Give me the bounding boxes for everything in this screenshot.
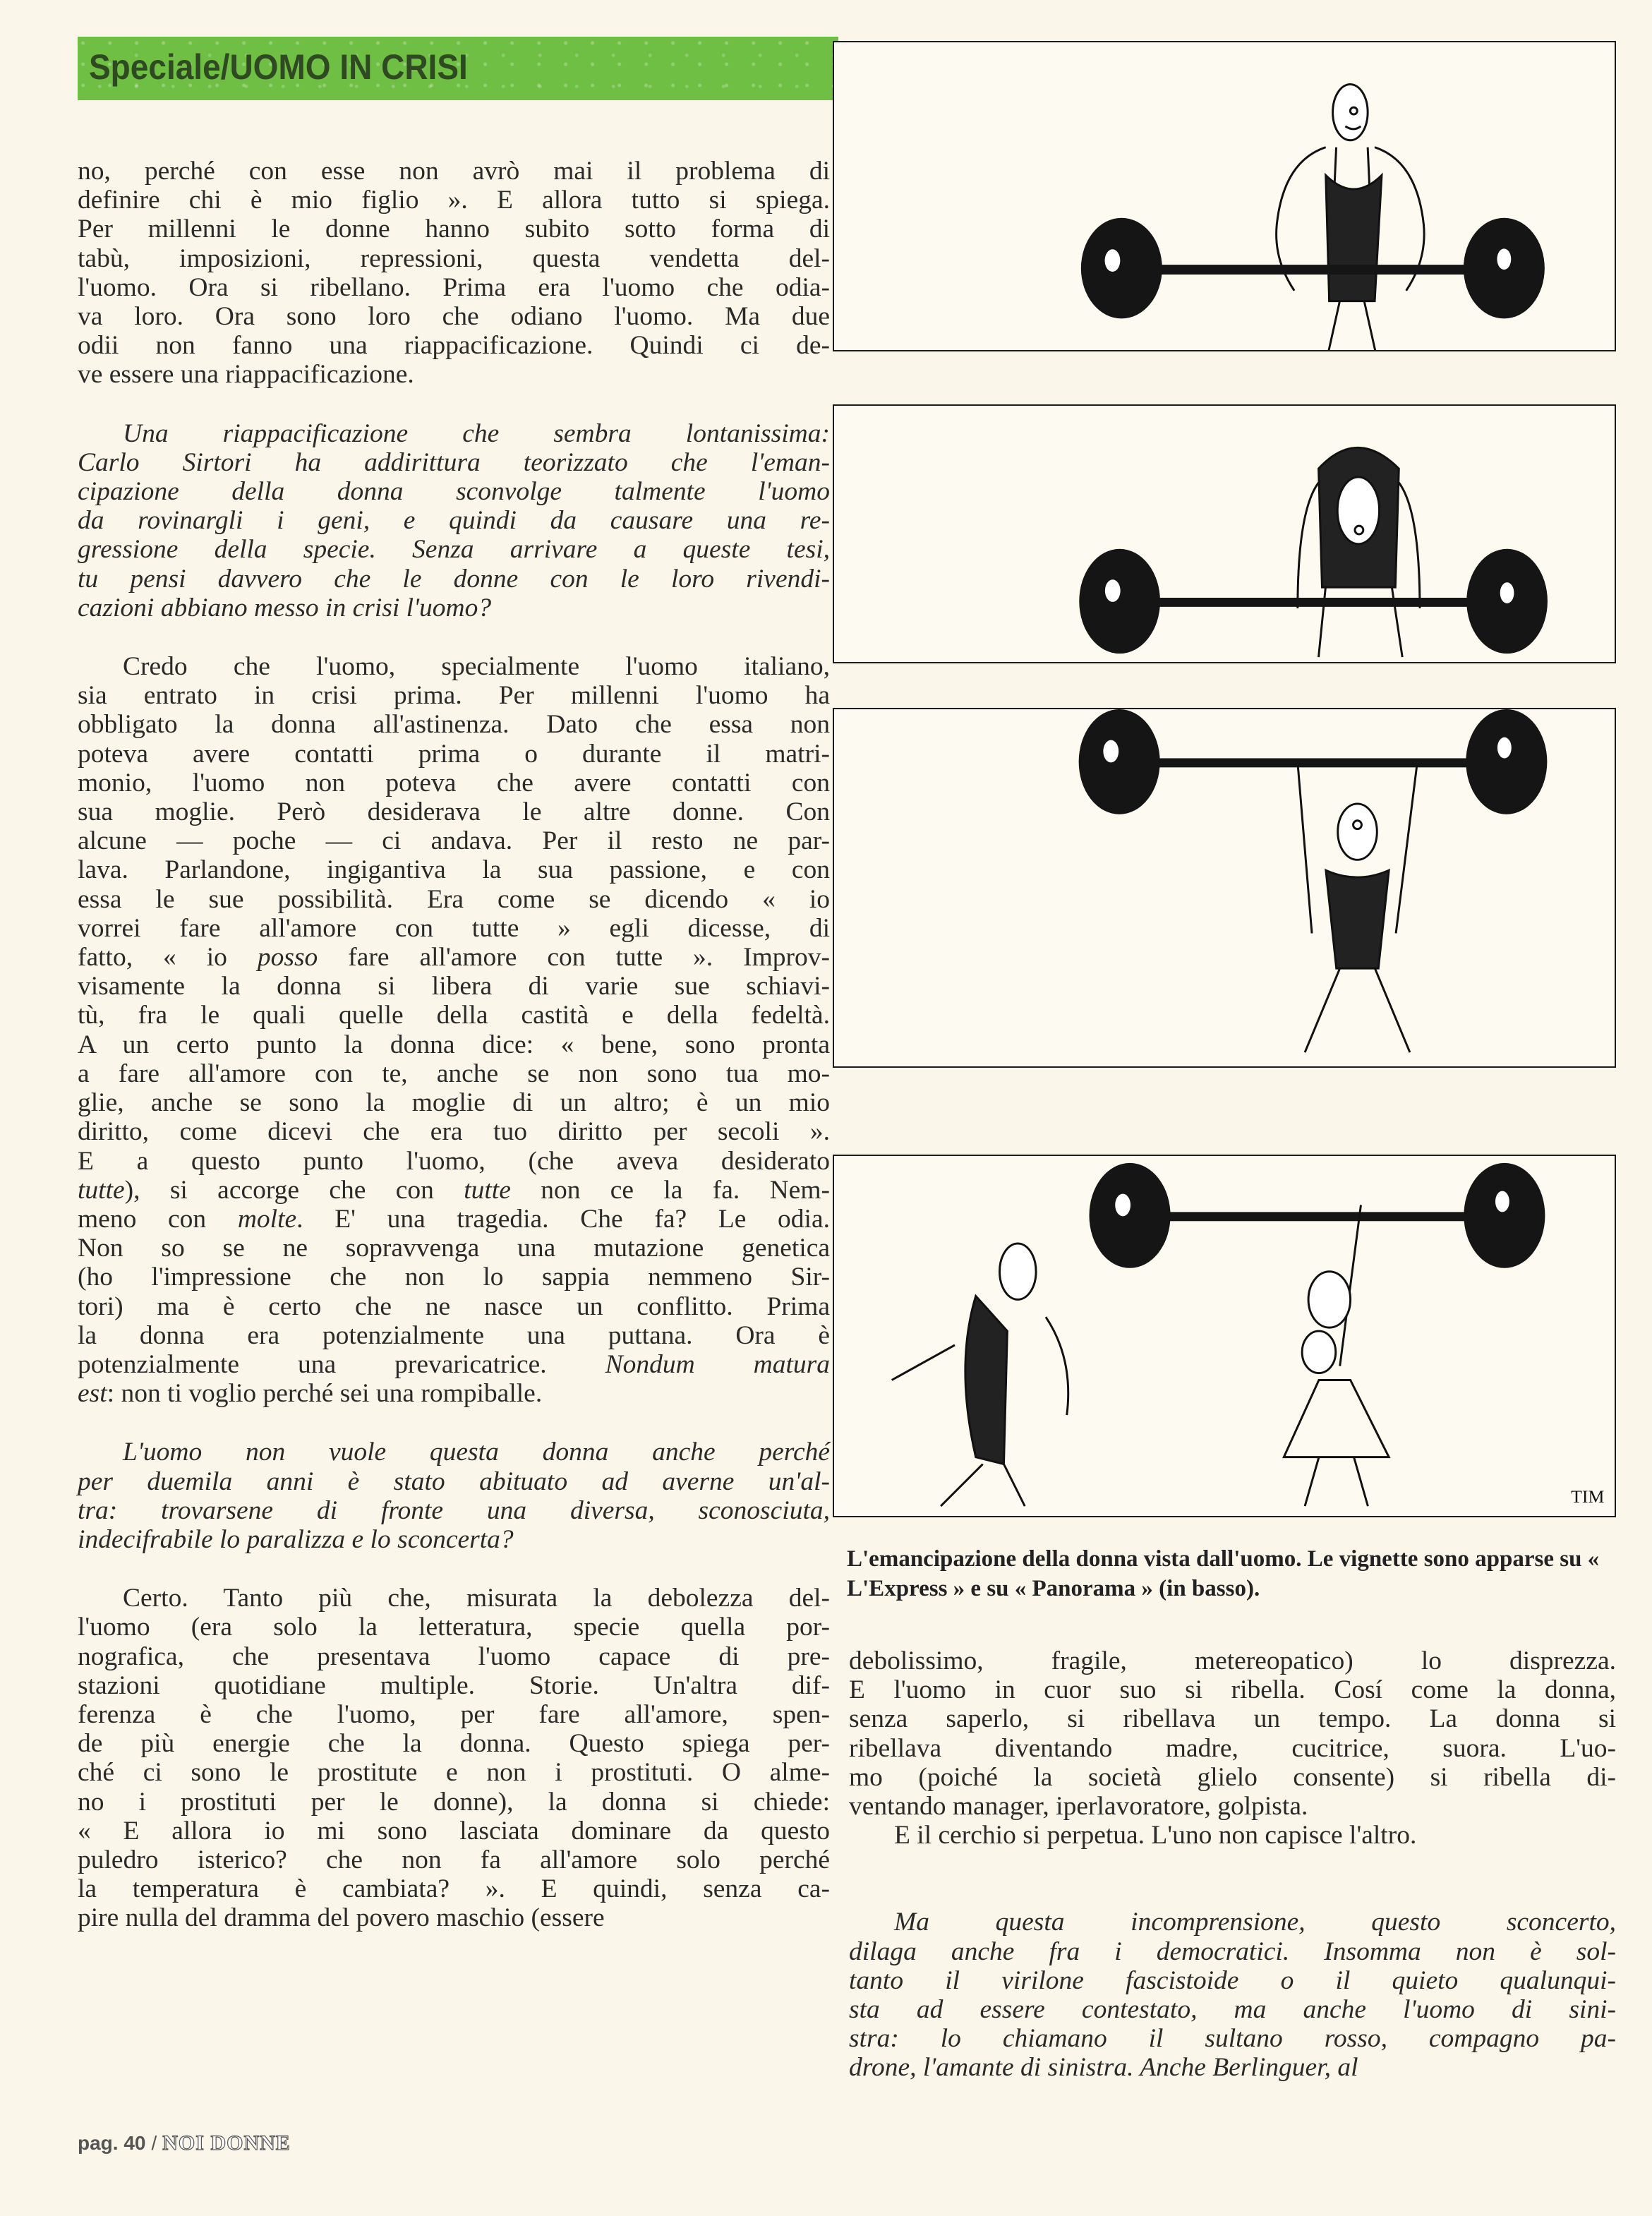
text-line	[78, 302, 830, 331]
text-line	[78, 826, 830, 855]
text-line	[849, 1995, 1616, 2024]
text-run: monio, l'uomo non poteva che avere contatti con	[78, 768, 830, 797]
text-line	[78, 1234, 830, 1263]
text-line	[78, 914, 830, 943]
text-line	[849, 1675, 1616, 1704]
text-run: Carlo Sirtori ha addirittura teorizzato che l'eman-	[78, 447, 830, 477]
question-paragraph-2	[78, 1438, 830, 1554]
text-line	[849, 2053, 1616, 2082]
text-line	[78, 652, 830, 681]
page-number: pag. 40	[78, 2132, 146, 2154]
text-run: ché ci sono le prostitute e non i prostituti. O alme-	[78, 1758, 830, 1788]
text-run: no i prostituti per le donne), la donna si chiede:	[78, 1787, 830, 1817]
text-line	[78, 1729, 830, 1758]
answer-paragraph-4	[849, 1646, 1616, 1821]
text-run: ventando manager, iperlavoratore, golpista.	[849, 1792, 1308, 1821]
text-line	[78, 1350, 830, 1379]
text-run: Non so se ne sopravvenga una mutazione genetica	[78, 1234, 830, 1263]
text-run: ve essere una riappacificazione.	[78, 360, 414, 390]
text-line	[849, 1646, 1616, 1675]
text-line	[78, 360, 830, 389]
emphasis: Nondum matura	[605, 1349, 831, 1379]
cartoon-panel-4	[833, 1155, 1616, 1517]
text-run: obbligato la donna all'astinenza. Dato che essa non	[78, 710, 830, 740]
text-run: meno con	[78, 1204, 238, 1234]
text-line	[78, 1874, 830, 1903]
text-line	[78, 1059, 830, 1088]
left-column	[78, 157, 830, 1933]
cartoon-panel-1	[833, 41, 1616, 351]
text-line	[78, 943, 830, 972]
text-line	[78, 1438, 830, 1467]
text-line	[849, 1908, 1616, 1937]
text-line	[78, 215, 830, 243]
text-line	[78, 885, 830, 914]
text-run: ferenza è che l'uomo, per fare all'amore, spen-	[78, 1699, 830, 1729]
text-line	[78, 1467, 830, 1496]
question-paragraph-3	[849, 1908, 1616, 2082]
text-run: senza saperlo, si ribellava un tempo. La donna si	[849, 1704, 1616, 1734]
text-run: ribellava diventando madre, cucitrice, suora. L'uo-	[849, 1733, 1616, 1763]
answer-paragraph-4-end: E il cerchio si perpetua. L'uno non capisce l'altro.	[894, 1821, 1417, 1850]
text-run: va loro. Ora sono loro che odiano l'uomo. Ma due	[78, 302, 830, 332]
text-line	[849, 2024, 1616, 2053]
text-line	[78, 1088, 830, 1117]
text-run: Certo. Tanto più che, misurata la debolezza del-	[123, 1584, 830, 1613]
text-run: fare all'amore con tutte ». Improv-	[318, 943, 831, 972]
text-run: sia entrato in crisi prima. Per millenni l'uomo ha	[78, 681, 830, 711]
text-run: nografica, che presentava l'uomo capace di pre-	[78, 1642, 830, 1671]
text-run: dilaga anche fra i democratici. Insomma non è sol-	[849, 1937, 1616, 1966]
question-paragraph-1	[78, 419, 830, 622]
right-column	[849, 1646, 1616, 2083]
answer-paragraph-3	[78, 1584, 830, 1932]
woman-lifting-illustration	[834, 1156, 1615, 1516]
text-run: lava. Parlandone, ingigantiva la sua passione, e con	[78, 855, 830, 885]
text-line	[849, 1792, 1616, 1821]
emphasis: posso	[257, 943, 318, 972]
text-run: mo (poiché la società glielo consente) si ribella di-	[849, 1762, 1616, 1792]
text-line	[78, 1263, 830, 1291]
text-line	[78, 681, 830, 710]
text-line	[78, 186, 830, 215]
text-run: la donna era potenzialmente una puttana. Ora è	[78, 1320, 830, 1350]
text-run: stra: lo chiamano il sultano rosso, compagno pa-	[849, 2024, 1616, 2054]
text-run: . E' una tragedia. Che fa? Le odia.	[296, 1204, 830, 1234]
text-run: definire chi è mio figlio ». E allora tutto si spiega.	[78, 186, 830, 215]
text-line	[78, 477, 830, 506]
text-line	[78, 419, 830, 448]
strongman-bending-illustration	[834, 406, 1615, 662]
text-line	[78, 1176, 830, 1205]
text-run: poteva avere contatti prima o durante il matri-	[78, 739, 830, 769]
text-run: odii non fanno una riappacificazione. Quindi ci de-	[78, 331, 830, 361]
text-run: de più energie che la donna. Questo spiega per-	[78, 1729, 830, 1759]
text-run: puledro isterico? che non fa all'amore solo perché	[78, 1845, 830, 1874]
text-run: l'uomo. Ora si ribellano. Prima era l'uomo che odia-	[78, 272, 830, 302]
text-line	[849, 1966, 1616, 1995]
section-title: Speciale/UOMO IN CRISI	[89, 47, 468, 87]
section-header-band	[78, 37, 838, 100]
text-run: a fare all'amore con te, anche se non sono tua mo-	[78, 1059, 830, 1088]
cartoon-panel-3	[833, 708, 1616, 1068]
cartoonist-signature: TIM	[1571, 1486, 1605, 1507]
text-line	[78, 1642, 830, 1671]
text-line	[849, 1937, 1616, 1966]
text-line	[78, 1292, 830, 1321]
text-line	[78, 1584, 830, 1613]
text-run: ), si accorge che con	[124, 1175, 464, 1205]
text-line	[78, 1700, 830, 1729]
text-line	[78, 448, 830, 477]
strongman-lifting-illustration	[834, 709, 1615, 1066]
text-run: Per millenni le donne hanno subito sotto forma di	[78, 215, 830, 244]
text-line	[78, 972, 830, 1001]
text-line	[78, 506, 830, 535]
text-line	[78, 1117, 830, 1146]
text-run: l'uomo (era solo la letteratura, specie quella por-	[78, 1613, 830, 1642]
text-run: vorrei fare all'amore con tutte » egli dicesse, di	[78, 913, 830, 943]
text-line	[78, 594, 830, 622]
text-line	[849, 1704, 1616, 1733]
text-line	[78, 1817, 830, 1845]
text-line	[78, 1788, 830, 1817]
text-run: cipazione della donna sconvolge talmente l'uomo	[78, 477, 830, 507]
text-run: potenzialmente una prevaricatrice.	[78, 1349, 605, 1379]
text-run: diritto, come dicevi che era tuo diritto per secoli ».	[78, 1117, 830, 1147]
text-line	[78, 1321, 830, 1350]
text-line	[78, 1001, 830, 1030]
text-run: L'uomo non vuole questa donna anche perché	[123, 1438, 830, 1467]
text-line	[78, 273, 830, 302]
text-run: tù, fra le quali quelle della castità e della fedeltà.	[78, 1001, 830, 1030]
answer-paragraph-2	[78, 652, 830, 1408]
text-run: E l'uomo in cuor suo si ribella. Cosí come la donna,	[849, 1675, 1616, 1705]
emphasis: molte	[237, 1204, 297, 1234]
text-line	[849, 1763, 1616, 1792]
text-run: tra: trovarsene di fronte una diversa, sconosciuta,	[78, 1495, 830, 1525]
magazine-logo: NOI DONNE	[162, 2131, 291, 2155]
emphasis: tutte	[78, 1175, 125, 1205]
text-run: gressione della specie. Senza arrivare a queste tesi,	[78, 535, 830, 565]
text-line	[78, 797, 830, 826]
text-run: alcune — poche — ci andava. Per il resto ne par-	[78, 826, 830, 856]
text-line	[78, 565, 830, 594]
text-run: da rovinargli i geni, e quindi da causare una re-	[78, 506, 830, 536]
text-line	[78, 1671, 830, 1700]
text-line	[78, 1613, 830, 1642]
emphasis: tutte	[464, 1175, 511, 1205]
text-run: « E allora io mi sono lasciata dominare da questo	[78, 1816, 830, 1845]
text-run: sta ad essere contestato, ma anche l'uomo di sini-	[849, 1995, 1616, 2025]
text-run: pire nulla del dramma del povero maschio (essere	[78, 1903, 605, 1933]
text-line	[78, 244, 830, 273]
text-line	[78, 1147, 830, 1176]
text-run: la temperatura è cambiata? ». E quindi, senza ca-	[78, 1874, 830, 1904]
text-run: debolissimo, fragile, metereopatico) lo disprezza.	[849, 1646, 1616, 1675]
answer-paragraph-1	[78, 157, 830, 390]
text-run: tori) ma è certo che ne nasce un conflitto. Prima	[78, 1291, 830, 1321]
text-line	[78, 1030, 830, 1059]
text-run: fatto, « io	[78, 943, 258, 972]
text-line	[78, 1205, 830, 1234]
text-line	[78, 710, 830, 739]
text-line	[78, 1496, 830, 1525]
text-run: cazioni abbiano messo in crisi l'uomo?	[78, 593, 492, 622]
text-line	[78, 855, 830, 884]
text-run: Ma questa incomprensione, questo sconcerto,	[894, 1908, 1616, 1937]
strongman-standing-illustration	[834, 42, 1615, 350]
text-run: (ho l'impressione che non lo sappia nemmeno Sir-	[78, 1263, 830, 1292]
text-run: tabù, imposizioni, repressioni, questa vendetta del-	[78, 243, 830, 273]
footer-separator: /	[151, 2132, 157, 2154]
text-run: E a questo punto l'uomo, (che aveva desiderato	[78, 1146, 830, 1176]
text-line	[78, 1903, 830, 1932]
text-line	[78, 535, 830, 564]
text-run: tu pensi davvero che le donne con le loro rivendi-	[78, 564, 830, 594]
cartoon-panel-2	[833, 404, 1616, 663]
text-run: drone, l'amante di sinistra. Anche Berlinguer, al	[849, 2053, 1358, 2083]
text-run: non ce la fa. Nem-	[510, 1175, 830, 1205]
text-run: indecifrabile lo paralizza e lo sconcerta?	[78, 1524, 514, 1554]
cartoon-caption: L'emancipazione della donna vista dall'uomo. Le vignette sono apparse su « L'Express » e su « Panorama » (in basso).	[847, 1546, 1600, 1601]
text-line	[849, 1734, 1616, 1763]
text-line	[78, 1758, 830, 1787]
text-run: essa le sue possibilità. Era come se dicendo « io	[78, 884, 830, 914]
text-run: : non ti voglio perché sei una rompiballe.	[107, 1379, 543, 1409]
text-run: no, perché con esse non avrò mai il problema di	[78, 157, 830, 186]
text-line	[78, 331, 830, 360]
text-line	[78, 740, 830, 769]
emphasis: est	[78, 1379, 107, 1409]
text-run: glie, anche se sono la moglie di un altro; è un mio	[78, 1088, 830, 1118]
text-line	[78, 1525, 830, 1554]
text-line	[78, 1379, 830, 1408]
text-line	[78, 157, 830, 186]
text-run: per duemila anni è stato abituato ad averne un'al-	[78, 1467, 830, 1496]
text-run: tanto il virilone fascistoide o il quieto qualunqui-	[849, 1965, 1616, 1995]
text-run: stazioni quotidiane multiple. Storie. Un'altra dif-	[78, 1670, 830, 1700]
text-run: visamente la donna si libera di varie sue schiavi-	[78, 972, 830, 1001]
text-run: sua moglie. Però desiderava le altre donne. Con	[78, 797, 830, 827]
text-run: Credo che l'uomo, specialmente l'uomo italiano,	[123, 652, 830, 682]
text-run: Una riappacificazione che sembra lontanissima:	[123, 418, 830, 448]
text-run: A un certo punto la donna dice: « bene, sono pronta	[78, 1030, 830, 1059]
text-line	[78, 1845, 830, 1874]
text-line	[78, 769, 830, 797]
page-footer	[78, 2131, 291, 2155]
